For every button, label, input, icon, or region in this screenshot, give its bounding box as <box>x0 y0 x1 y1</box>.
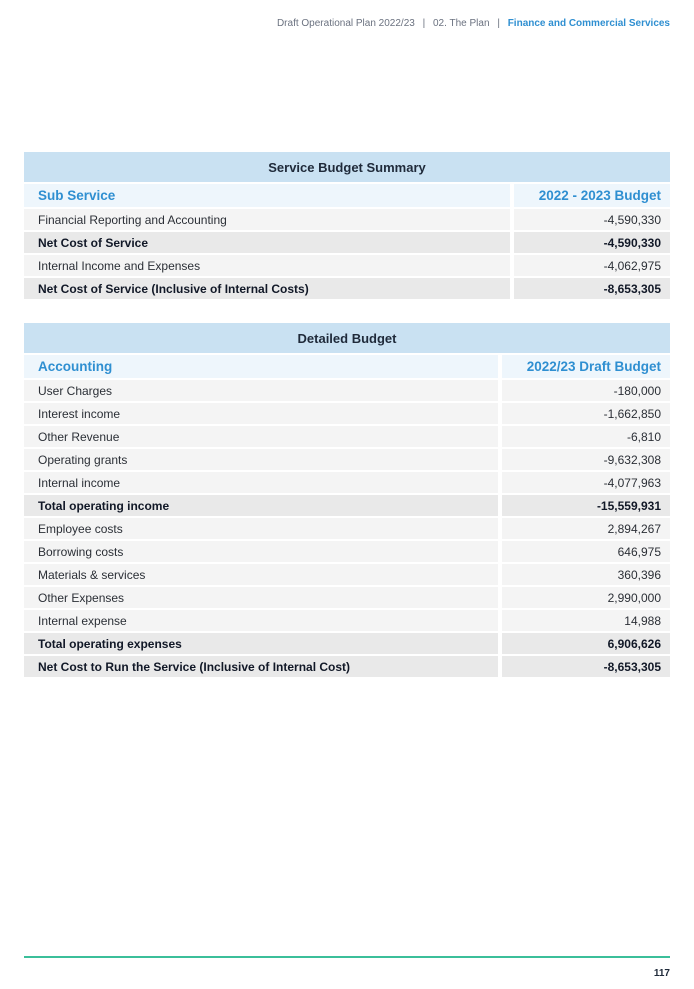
table-row <box>24 633 670 654</box>
row-label: Other Revenue <box>24 426 498 447</box>
row-value: -4,062,975 <box>514 255 670 276</box>
row-value: -4,590,330 <box>514 232 670 253</box>
row-value: -180,000 <box>502 380 670 401</box>
detailed-budget-table <box>24 323 670 679</box>
summary-header-row <box>24 184 670 207</box>
table-row <box>24 472 670 493</box>
detailed-header-row <box>24 355 670 378</box>
detailed-body <box>24 380 670 677</box>
summary-col-budget: 2022 - 2023 Budget <box>514 184 670 207</box>
division-title: Finance and Commercial Services <box>507 18 670 29</box>
table-row <box>24 255 670 276</box>
section-title: 02. The Plan <box>433 18 490 29</box>
footer-divider <box>24 956 670 958</box>
table-row <box>24 232 670 253</box>
row-value: 360,396 <box>502 564 670 585</box>
row-value: -9,632,308 <box>502 449 670 470</box>
row-value: -4,590,330 <box>514 209 670 230</box>
table-row <box>24 587 670 608</box>
row-label: Internal expense <box>24 610 498 631</box>
detailed-table-title: Detailed Budget <box>24 323 670 353</box>
row-label: Borrowing costs <box>24 541 498 562</box>
row-label: Net Cost of Service <box>24 232 510 253</box>
row-label: Employee costs <box>24 518 498 539</box>
row-label: Interest income <box>24 403 498 424</box>
table-row <box>24 495 670 516</box>
detailed-col-accounting: Accounting <box>24 355 498 378</box>
row-value: 14,988 <box>502 610 670 631</box>
row-value: 2,990,000 <box>502 587 670 608</box>
summary-body <box>24 209 670 299</box>
table-row <box>24 610 670 631</box>
page-number: 117 <box>653 968 670 979</box>
row-label: Total operating expenses <box>24 633 498 654</box>
document-title: Draft Operational Plan 2022/23 <box>276 18 415 29</box>
table-row <box>24 564 670 585</box>
table-row <box>24 403 670 424</box>
row-label: Operating grants <box>24 449 498 470</box>
row-label: User Charges <box>24 380 498 401</box>
row-value: -1,662,850 <box>502 403 670 424</box>
table-row <box>24 380 670 401</box>
row-value: -15,559,931 <box>502 495 670 516</box>
row-label: Internal Income and Expenses <box>24 255 510 276</box>
table-row <box>24 426 670 447</box>
row-value: 2,894,267 <box>502 518 670 539</box>
row-value: 6,906,626 <box>502 633 670 654</box>
service-budget-summary-table <box>24 152 670 301</box>
row-value: -4,077,963 <box>502 472 670 493</box>
summary-col-sub-service: Sub Service <box>24 184 510 207</box>
row-label: Financial Reporting and Accounting <box>24 209 510 230</box>
table-row <box>24 449 670 470</box>
row-label: Other Expenses <box>24 587 498 608</box>
table-row <box>24 541 670 562</box>
header-separator: | <box>497 18 500 29</box>
row-label: Net Cost of Service (Inclusive of Internal Costs) <box>24 278 510 299</box>
row-label: Total operating income <box>24 495 498 516</box>
table-row <box>24 656 670 677</box>
row-value: -8,653,305 <box>514 278 670 299</box>
summary-table-title: Service Budget Summary <box>24 152 670 182</box>
row-label: Net Cost to Run the Service (Inclusive of Internal Cost) <box>24 656 498 677</box>
table-row <box>24 278 670 299</box>
detailed-col-draft-budget: 2022/23 Draft Budget <box>502 355 670 378</box>
header-separator: | <box>422 18 426 29</box>
row-label: Materials & services <box>24 564 498 585</box>
page-header <box>277 18 670 29</box>
table-row <box>24 209 670 230</box>
row-value: 646,975 <box>502 541 670 562</box>
row-value: -8,653,305 <box>502 656 670 677</box>
row-value: -6,810 <box>502 426 670 447</box>
table-row <box>24 518 670 539</box>
row-label: Internal income <box>24 472 498 493</box>
